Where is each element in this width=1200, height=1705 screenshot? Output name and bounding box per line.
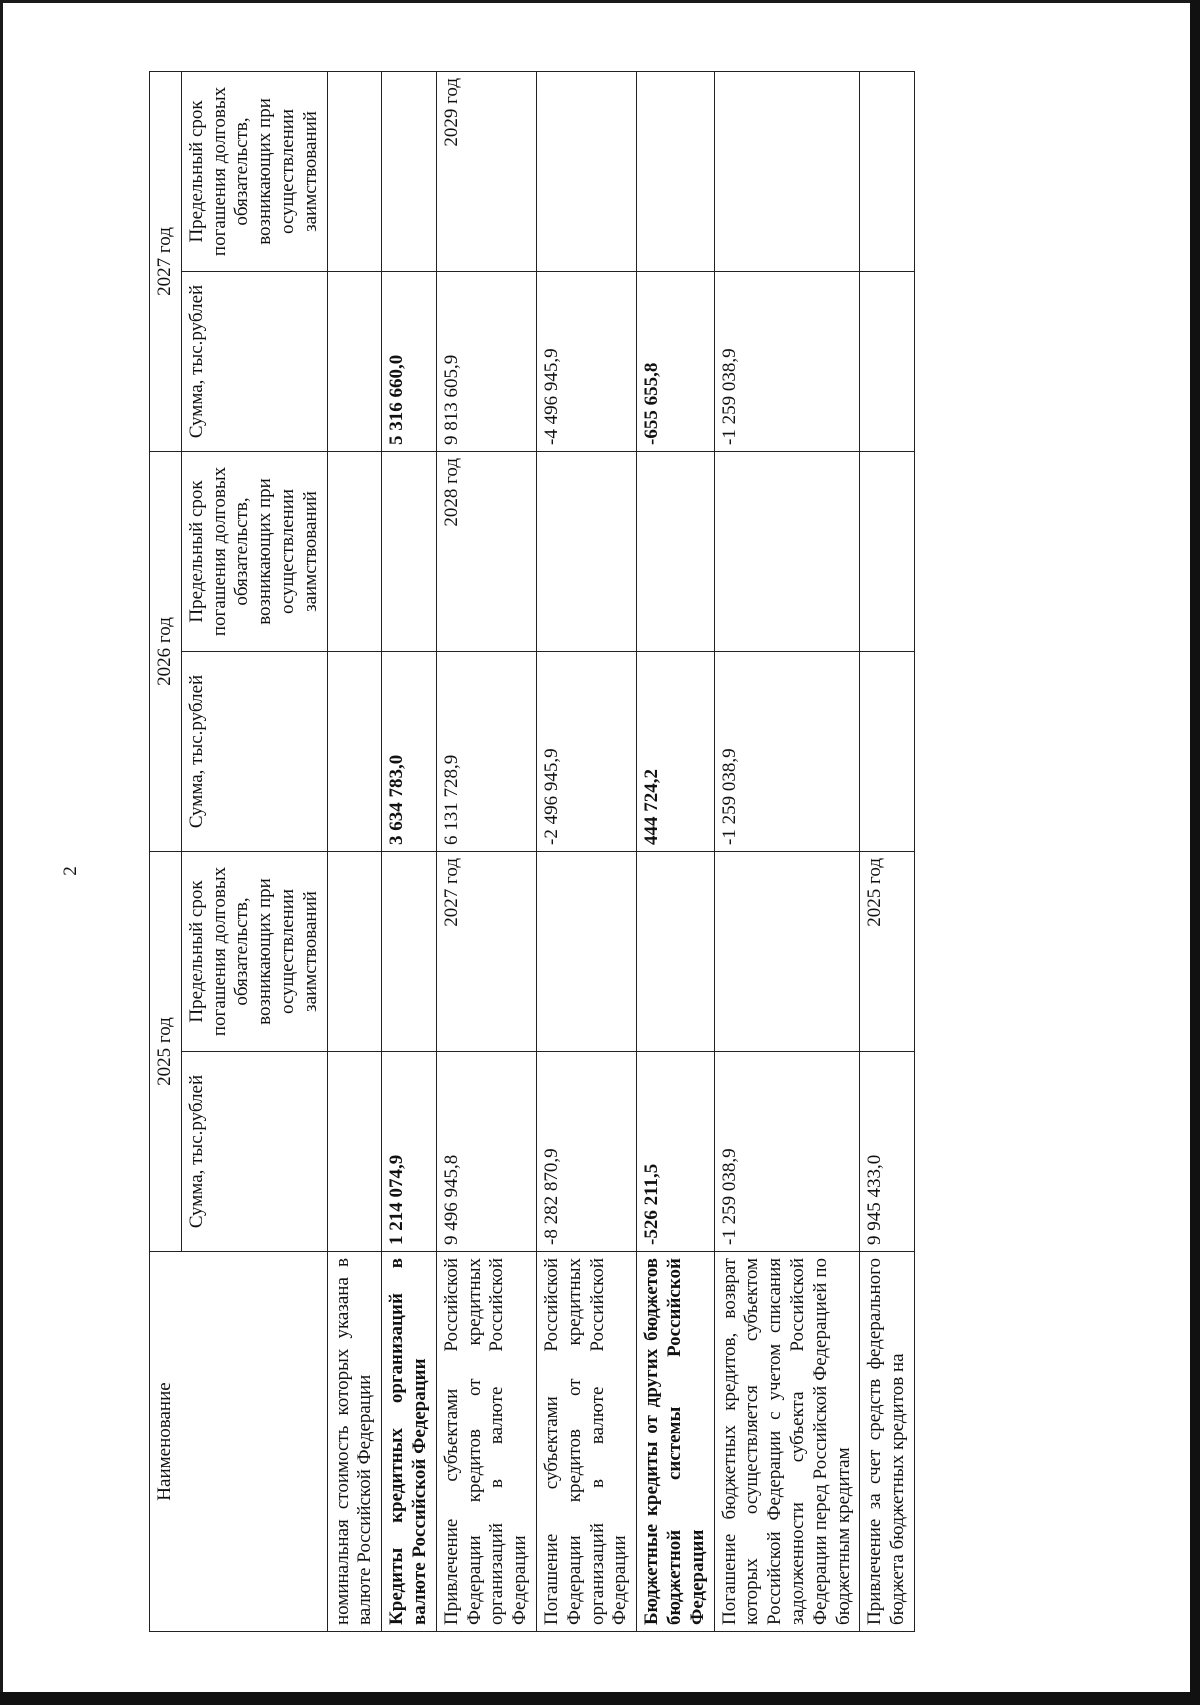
sum-2027: -1 259 038,9 — [714, 271, 860, 451]
table-row — [637, 71, 714, 1631]
term-2026 — [536, 451, 636, 651]
sum-2027: 5 316 660,0 — [382, 271, 437, 451]
term-2026 — [637, 451, 714, 651]
term-2027 — [382, 71, 437, 271]
table-row — [714, 71, 860, 1631]
row-name: Погашение субъектами Российской Федерации кредитов от кредитных организаций в валюте Российской Федерации — [536, 1252, 636, 1632]
sum-2026: -1 259 038,9 — [714, 651, 860, 851]
term-2026: 2028 год — [436, 451, 536, 651]
header-term: Предельный срок погашения долговых обязательств, возникающих при осуществлении заимствований — [181, 71, 327, 271]
table-row — [436, 71, 536, 1631]
term-2025 — [714, 851, 860, 1051]
row-name: Привлечение субъектами Российской Федерации кредитов от кредитных организаций в валюте Российской Федерации — [436, 1252, 536, 1632]
header-sum: Сумма, тыс.рублей — [181, 271, 327, 451]
sum-2025: -1 259 038,9 — [714, 1052, 860, 1252]
sum-2025: 9 496 945,8 — [436, 1052, 536, 1252]
header-year-2026: 2026 год — [150, 451, 182, 851]
row-name: Бюджетные кредиты от других бюджетов бюджетной системы Российской Федерации — [637, 1252, 714, 1632]
term-2025: 2027 год — [436, 851, 536, 1051]
sum-2027: -655 655,8 — [637, 271, 714, 451]
sum-2027: -4 496 945,9 — [536, 271, 636, 451]
scan-edge-left — [0, 0, 3, 1705]
header-sum: Сумма, тыс.рублей — [181, 651, 327, 851]
header-sum: Сумма, тыс.рублей — [181, 1052, 327, 1252]
term-2026 — [860, 451, 915, 651]
term-2027 — [860, 71, 915, 271]
sum-2025 — [327, 1052, 382, 1252]
header-year-2027: 2027 год — [150, 71, 182, 451]
term-2025 — [382, 851, 437, 1051]
term-2025 — [536, 851, 636, 1051]
row-name: номинальная стоимость которых указана в валюте Российской Федерации — [327, 1252, 382, 1632]
term-2027 — [714, 71, 860, 271]
budget-table-rotated — [149, 72, 1051, 1632]
sum-2025: -526 211,5 — [637, 1052, 714, 1252]
sum-2025: 9 945 433,0 — [860, 1052, 915, 1252]
row-name: Кредиты кредитных организаций в валюте Российской Федерации — [382, 1252, 437, 1632]
sum-2027: 9 813 605,9 — [436, 271, 536, 451]
page-number: 2 — [60, 866, 81, 876]
sum-2026 — [860, 651, 915, 851]
borrowing-program-table — [149, 71, 915, 1632]
row-name: Привлечение за счет средств федерального бюджета бюджетных кредитов на — [860, 1252, 915, 1632]
term-2027: 2029 год — [436, 71, 536, 271]
header-year-2025: 2025 год — [150, 851, 182, 1251]
scan-edge-right — [1190, 0, 1200, 1705]
sum-2026: 444 724,2 — [637, 651, 714, 851]
sum-2025: 1 214 074,9 — [382, 1052, 437, 1252]
sum-2025: -8 282 870,9 — [536, 1052, 636, 1252]
header-name: Наименование — [150, 1252, 328, 1632]
table-row — [536, 71, 636, 1631]
term-2026 — [382, 451, 437, 651]
sum-2026: 6 131 728,9 — [436, 651, 536, 851]
term-2025 — [327, 851, 382, 1051]
table-row — [327, 71, 382, 1631]
table-row — [382, 71, 437, 1631]
row-name: Погашение бюджетных кредитов, возврат которых осуществляется субъектом Российской Федерации с учетом списания задолженности субъекта Российской Федерации перед Российской Федерацией по бюджетным кредитам — [714, 1252, 860, 1632]
table-row — [860, 71, 915, 1631]
sum-2027 — [327, 271, 382, 451]
term-2027 — [637, 71, 714, 271]
scan-edge-bottom — [0, 1692, 1200, 1705]
term-2027 — [536, 71, 636, 271]
header-term: Предельный срок погашения долговых обязательств, возникающих при осуществлении заимствований — [181, 451, 327, 651]
header-term: Предельный срок погашения долговых обязательств, возникающих при осуществлении заимствований — [181, 851, 327, 1051]
term-2026 — [714, 451, 860, 651]
term-2025: 2025 год — [860, 851, 915, 1051]
sum-2026: 3 634 783,0 — [382, 651, 437, 851]
scan-edge-top — [0, 0, 1200, 3]
term-2026 — [327, 451, 382, 651]
sum-2026 — [327, 651, 382, 851]
term-2027 — [327, 71, 382, 271]
sum-2027 — [860, 271, 915, 451]
term-2025 — [637, 851, 714, 1051]
sum-2026: -2 496 945,9 — [536, 651, 636, 851]
